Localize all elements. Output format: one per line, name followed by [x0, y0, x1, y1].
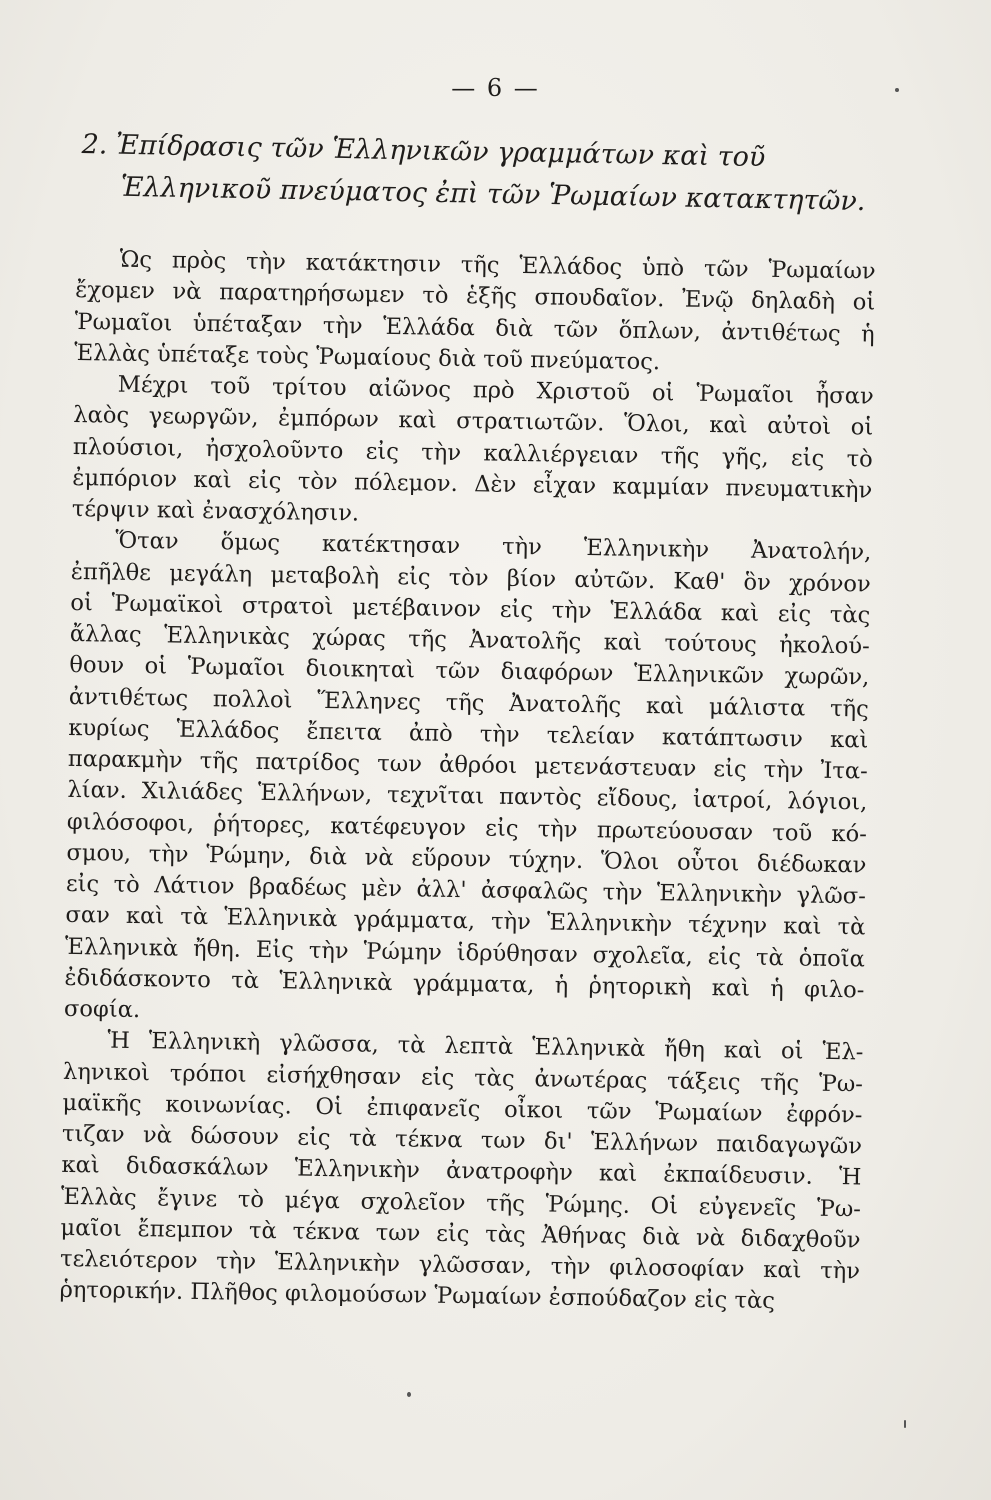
paragraph-3-line: οἱ Ῥωμαϊκοὶ στρατοὶ μετέβαινον εἰς τὴν Ἑλλάδα καὶ εἰς τὰς — [70, 589, 871, 629]
print-speck — [895, 88, 899, 92]
paragraph-1-line: Ἑλλὰς ὑπέταξε τοὺς Ῥωμαίους διὰ τοῦ πνεύματος. — [74, 339, 661, 375]
paragraph-2-line: Μέχρι τοῦ τρίτου αἰῶνος πρὸ Χριστοῦ οἱ Ῥωμαῖοι ἦσαν — [117, 371, 874, 410]
paragraph-4-line: ῥητορικήν. Πλῆθος φιλομούσων Ῥωμαίων ἐσπούδαζον εἰς τὰς — [59, 1277, 776, 1315]
paragraph-2-line: λαὸς γεωργῶν, ἐμπόρων καὶ στρατιωτῶν. Ὅλοι, καὶ αὐτοὶ οἱ — [73, 402, 874, 441]
paragraph-3-line: Ὅταν ὅμως κατέκτησαν τὴν Ἑλληνικὴν Ἀνατολήν, — [115, 527, 872, 566]
page-number: — 6 — — [451, 74, 540, 102]
paragraph-4-line: καὶ διδασκάλων Ἑλληνικὴν ἀνατροφὴν καὶ ἐκπαίδευσιν. Ἡ — [61, 1152, 862, 1191]
heading-line-1: 2. Ἐπίδρασις τῶν Ἑλληνικῶν γραμμάτων καὶ τοῦ — [81, 128, 766, 174]
paragraph-3-line: σοφία. — [63, 995, 141, 1024]
paragraph-4-line: μαῖοι ἔπεμπον τὰ τέκνα των εἰς τὰς Ἀθήνας διὰ νὰ διδαχθοῦν — [60, 1214, 861, 1254]
paragraph-1-line: Ῥωμαῖοι ὑπέταξαν τὴν Ἑλλάδα διὰ τῶν ὅπλων, ἀντιθέτως ἡ — [74, 308, 875, 348]
print-speck — [407, 1392, 411, 1397]
paragraph-3-line: ἀντιθέτως πολλοὶ Ἕλληνες τῆς Ἀνατολῆς καὶ μάλιστα τῆς — [68, 683, 869, 723]
print-speck — [904, 1420, 906, 1428]
paragraph-2-line: ἐμπόριον καὶ εἰς τὸν πόλεμον. Δὲν εἶχαν καμμίαν πνευματικὴν — [72, 464, 873, 504]
paragraph-3-line: ἄλλας Ἑλληνικὰς χώρας τῆς Ἀνατολῆς καὶ τούτους ἠκολού- — [69, 620, 870, 660]
paragraph-4-line: τιζαν νὰ δώσουν εἰς τὰ τέκνα των δι' Ἑλλήνων παιδαγωγῶν — [61, 1120, 863, 1160]
paragraph-3-line: παρακμὴν τῆς πατρίδος των ἀθρόοι μετενάστευαν εἰς τὴν Ἰτα- — [67, 745, 869, 785]
paragraph-3-line: σμου, τὴν Ῥώμην, διὰ νὰ εὕρουν τύχην. Ὅλοι οὗτοι διέδωκαν — [66, 839, 867, 879]
paragraph-1-line: Ὡς πρὸς τὴν κατάκτησιν τῆς Ἑλλάδος ὑπὸ τῶν Ῥωμαίων — [119, 246, 876, 285]
paragraph-3-line: ἐπῆλθε μεγάλη μεταβολὴ εἰς τὸν βίον αὐτῶν. Καθ' ὃν χρόνον — [70, 558, 871, 598]
paragraph-4-line: Ἑλλὰς ἔγινε τὸ μέγα σχολεῖον τῆς Ῥώμης. Οἱ εὐγενεῖς Ῥω- — [60, 1183, 862, 1222]
paragraph-4-line: Ἡ Ἑλληνικὴ γλῶσσα, τὰ λεπτὰ Ἑλληνικὰ ἤθη καὶ οἱ Ἑλ- — [107, 1027, 864, 1066]
paragraph-4-line: τελειότερον τὴν Ἑλληνικὴν γλῶσσαν, τὴν φιλοσοφίαν καὶ τὴν — [59, 1245, 861, 1285]
section-heading — [80, 124, 901, 224]
paragraph-3-line: θουν οἱ Ῥωμαῖοι διοικηταὶ τῶν διαφόρων Ἑλληνικῶν χωρῶν, — [69, 652, 870, 691]
paragraph-3-line: εἰς τὸ Λάτιον βραδέως μὲν ἀλλ' ἀσφαλῶς τὴν Ἑλληνικὴν γλῶσ- — [65, 870, 867, 910]
paragraph-3-line: λίαν. Χιλιάδες Ἑλλήνων, τεχνῖται παντὸς εἴδους, ἰατροί, λόγιοι, — [67, 777, 868, 816]
paragraph-3-line: κυρίως Ἑλλάδος ἔπειτα ἀπὸ τὴν τελείαν κατάπτωσιν καὶ — [68, 714, 869, 754]
paragraph-4-line: ληνικοὶ τρόποι εἰσήχθησαν εἰς τὰς ἀνωτέρας τάξεις τῆς Ῥω- — [62, 1058, 864, 1097]
paragraph-2-line: τέρψιν καὶ ἐνασχόλησιν. — [71, 495, 360, 527]
paragraph-3-line: ἐδιδάσκοντο τὰ Ἑλληνικὰ γράμματα, ἡ ῥητορικὴ καὶ ἡ φιλο- — [64, 964, 865, 1004]
paragraph-3-line: Ἑλληνικὰ ἤθη. Εἰς τὴν Ῥώμην ἱδρύθησαν σχολεῖα, εἰς τὰ ὁποῖα — [64, 933, 866, 972]
paragraph-1-line: ἔχομεν νὰ παρατηρήσωμεν τὸ ἑξῆς σπουδαῖον. Ἐνῷ δηλαδὴ οἱ — [75, 277, 876, 316]
body-text — [59, 244, 876, 1319]
paragraph-2-line: πλούσιοι, ἠσχολοῦντο εἰς τὴν καλλιέργειαν τῆς γῆς, εἰς τὸ — [72, 433, 873, 473]
paragraph-3-line: σαν καὶ τὰ Ἑλληνικὰ γράμματα, τὴν Ἑλληνικὴν τέχνην καὶ τὰ — [65, 902, 866, 941]
paragraph-4-line: μαϊκῆς κοινωνίας. Οἱ ἐπιφανεῖς οἶκοι τῶν Ῥωμαίων ἐφρόν- — [62, 1089, 863, 1129]
heading-line-2: Ἑλληνικοῦ πνεύματος ἐπὶ τῶν Ῥωμαίων κατακτητῶν. — [120, 171, 866, 218]
paragraph-3-line: φιλόσοφοι, ῥήτορες, κατέφευγον εἰς τὴν πρωτεύουσαν τοῦ κό- — [66, 808, 868, 847]
